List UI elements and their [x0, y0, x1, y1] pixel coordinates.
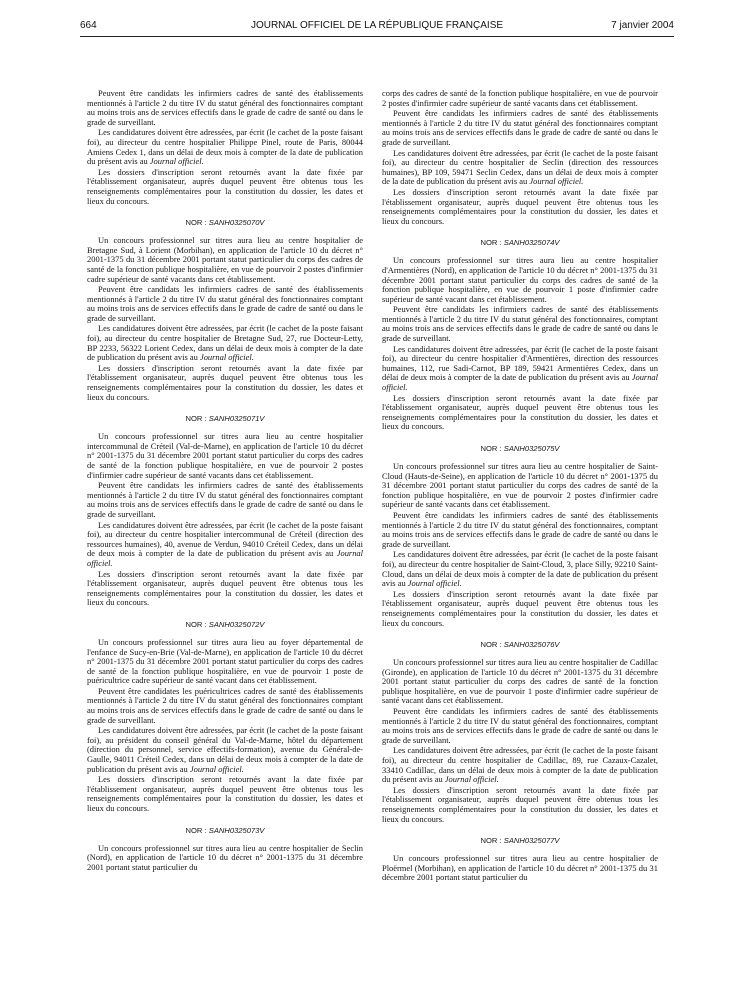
nor-reference: NOR : SANH0325074V	[480, 238, 560, 248]
nor-reference: NOR : SANH0325072V	[185, 619, 265, 629]
paragraph: Peuvent être candidats les infirmiers cadres de santé des établissements mentionnés à l'article 2 du titre IV du statut général des fonctionnaires, comptant au moins trois ans de services effectifs dans le grade de cadre de santé ou dans le grade de surveillant.	[382, 706, 658, 745]
paragraph: Un concours professionnel sur titres aura lieu au foyer départemental de l'enfance de Sucy-en-Brie (Val-de-Marne), en application de l'article 10 du décret n° 2001-1375 du 31 décembre 2001 portant statut particulier du corps des cadres de santé de la fonction publique hospitalière, en vue de pourvoir 1 poste de puéricultrice cadre supérieur de santé vacant dans cet établissement.	[87, 636, 363, 686]
paragraph: Les candidatures doivent être adressées, par écrit (le cachet de la poste faisant foi), au directeur du centre hospitalier de Bretagne Sud, 27, rue Docteur-Letty, BP 2233, 56322 Lorient Cedex, dans un délai de deux mois à compter de la date de publication du présent avis au Journal officiel.	[87, 323, 363, 363]
journal-reference: Journal officiel.	[529, 176, 584, 187]
nor-code: SANH0325076V	[503, 640, 560, 650]
paragraph: Les dossiers d'inscription seront retournés avant la date fixée par l'établissement organisateur, auprès duquel peuvent être obtenus tous les renseignements complémentaires pour la constitution du dossier, les dates et lieux du concours.	[87, 774, 363, 813]
nor-code: SANH0325075V	[503, 444, 560, 453]
paragraph: Un concours professionnel sur titres aura lieu au centre hospitalier de Saint-Cloud (Hauts-de-Seine), en application de l'article 10 du décret n° 2001-1375 du 31 décembre 2001 portant statut particulier du corps des cadres de santé de la fonction publique hospitalière, en vue de pourvoir 2 postes d'infirmier cadre supérieur de santé vacants dans cet établissement.	[382, 461, 658, 510]
paragraph: Les candidatures doivent être adressées, par écrit (le cachet de la poste faisant foi), au directeur du centre hospitalier d'Armentières, direction des ressources humaines, 112, rue Sadi-Carnot, BP 189, 59421 Armentières Cedex, dans un délai de deux mois à compter de la date de publication du présent avis au Journal officiel.	[382, 343, 658, 393]
journal-reference: Journal officiel.	[189, 763, 244, 774]
journal-reference: Journal officiel.	[87, 548, 363, 568]
nor-code: SANH0325072V	[208, 619, 265, 629]
journal-reference: Journal officiel.	[444, 774, 499, 785]
nor-reference: NOR : SANH0325076V	[480, 640, 560, 650]
nor-code: SANH0325071V	[208, 414, 265, 424]
left-column	[87, 89, 363, 873]
paragraph: Les candidatures doivent être adressées, par écrit (le cachet de la poste faisant foi), au directeur du centre hospitalier de Cadillac, 89, rue Cazaux-Cazalet, 33410 Cadillac, dans un délai de deux mois à compter de la date de publication du présent avis au Journal officiel.	[382, 745, 658, 785]
nor-code: SANH0325073V	[208, 825, 265, 835]
paragraph: Les dossiers d'inscription seront retournés avant la date fixée par l'établissement organisateur, auprès duquel peuvent être obtenus tous les renseignements complémentaires pour la constitution du dossier, les dates et lieux du concours.	[382, 392, 658, 432]
journal-reference: Journal officiel.	[149, 156, 204, 167]
issue-date: 7 janvier 2004	[611, 20, 674, 31]
paragraph: Peuvent être candidats les infirmiers cadres de santé des établissements mentionnés à l'article 2 du titre IV du statut général des fonctionnaires comptant au moins trois ans de services effectifs dans le grade de cadre de santé ou dans le grade de surveillant.	[87, 480, 363, 519]
nor-reference: NOR : SANH0325073V	[185, 825, 265, 835]
paragraph: Peuvent être candidats les infirmiers cadres de santé des établissements mentionnés à l'article 2 du titre IV du statut général des fonctionnaires, comptant au moins trois ans de services effectifs dans le grade de cadre de santé ou dans le grade de surveillant.	[382, 304, 658, 344]
paragraph: Peuvent être candidats les infirmiers cadres de santé des établissements mentionnés à l'article 2 du titre IV du statut général des fonctionnaires, comptant au moins trois ans de services effectifs dans le grade de cadre de santé ou dans le grade de surveillant.	[382, 509, 658, 549]
nor-code: SANH0325070V	[208, 218, 265, 228]
paragraph: Les dossiers d'inscription seront retournés avant la date fixée par l'établissement organisateur, auprès duquel peuvent être obtenus tous les renseignements complémentaires pour la constitution du dossier, les dates et lieux du concours.	[382, 186, 658, 226]
paragraph: Les candidatures doivent être adressées, par écrit (le cachet de la poste faisant foi), au directeur du centre hospitalier intercommunal de Créteil (direction des ressources humaines), 40, avenue de Verdun, 94010 Créteil Cedex, dans un délai de deux mois à compter de la date de publication du présent avis au Journal officiel.	[87, 519, 363, 568]
nor-code: SANH0325074V	[503, 238, 560, 248]
paragraph: Les candidatures doivent être adressées, par écrit (le cachet de la poste faisant foi), au directeur du centre hospitalier Philippe Pinel, route de Paris, 80044 Amiens Cedex 1, dans un délai de deux mois à compter de la date de publication du présent avis au Journal officiel.	[87, 127, 363, 167]
paragraph: Les candidatures doivent être adressées, par écrit (le cachet de la poste faisant foi), au directeur du centre hospitalier de Saint-Cloud, 3, place Silly, 92210 Saint-Cloud, dans un délai de deux mois à compter de la date de publication du présent avis au Journal officiel.	[382, 549, 658, 589]
page-number: 664	[80, 20, 97, 31]
paragraph: Les candidatures doivent être adressées, par écrit (le cachet de la poste faisant foi), au président du conseil général du Val-de-Marne, hôtel du département (direction du personnel, service effectifs-formation), avenue du Général-de-Gaulle, 94011 Créteil Cedex, dans un délai de deux mois à compter de la date de publication du présent avis au Journal officiel.	[87, 725, 363, 774]
paragraph: Un concours professionnel sur titres aura lieu au centre hospitalier de Bretagne Sud, à Lorient (Morbihan), en application de l'article 10 du décret n° 2001-1375 du 31 décembre 2001 portant statut particulier du corps des cadres de santé de la fonction publique hospitalière, en vue de pourvoir 2 postes d'infirmier cadre supérieur de santé vacants dans cet établissement.	[87, 235, 363, 284]
paragraph: Les dossiers d'inscription seront retournés avant la date fixée par l'établissement organisateur, auprès duquel peuvent être obtenus tous les renseignements complémentaires pour la constitution du dossier, les dates et lieux du concours.	[87, 166, 363, 206]
nor-reference: NOR : SANH0325070V	[185, 218, 265, 228]
header-rule	[80, 36, 674, 37]
paragraph: Les dossiers d'inscription seront retournés avant la date fixée par l'établissement organisateur, auprès duquel peuvent être obtenus tous les renseignements complémentaires pour la constitution du dossier, les dates et lieux du concours.	[87, 362, 363, 402]
paragraph: Un concours professionnel sur titres aura lieu au centre hospitalier de Seclin (Nord), en application de l'article 10 du décret n° 2001-1375 du 31 décembre 2001 portant statut particulier du	[87, 842, 363, 872]
nor-reference: NOR : SANH0325075V	[480, 444, 560, 453]
paragraph: Un concours professionnel sur titres aura lieu au centre hospitalier intercommunal de Créteil (Val-de-Marne), en application de l'article 10 du décret n° 2001-1375 du 31 décembre 2001 portant statut particulier du corps des cadres de santé de la fonction publique hospitalière, en vue de pourvoir 2 postes d'infirmier cadre supérieur de santé vacants dans cet établissement.	[87, 431, 363, 480]
right-column	[382, 89, 658, 884]
paragraph: corps des cadres de santé de la fonction publique hospitalière, en vue de pourvoir 2 postes d'infirmier cadre supérieur de santé vacants dans cet établissement.	[382, 88, 658, 108]
journal-reference: Journal officiel.	[407, 578, 462, 589]
nor-code: SANH0325077V	[503, 836, 560, 846]
nor-reference: NOR : SANH0325071V	[185, 414, 265, 424]
paragraph: Les dossiers d'inscription seront retournés avant la date fixée par l'établissement organisateur, auprès duquel peuvent être obtenus tous les renseignements complémentaires pour la constitution du dossier, les dates et lieux du concours.	[382, 588, 658, 628]
journal-reference: Journal officiel.	[382, 372, 658, 393]
paragraph: Peuvent être candidats les infirmiers cadres de santé des établissements mentionnés à l'article 2 du titre IV du statut général des fonctionnaires comptant au moins trois ans de services effectifs dans le grade de cadre de santé ou dans le grade de surveillant.	[87, 88, 363, 127]
paragraph: Les dossiers d'inscription seront retournés avant la date fixée par l'établissement organisateur, auprès duquel peuvent être obtenus tous les renseignements complémentaires pour la constitution du dossier, les dates et lieux du concours.	[87, 568, 363, 608]
journal-reference: Journal officiel.	[199, 352, 254, 363]
nor-reference: NOR : SANH0325077V	[480, 836, 560, 846]
paragraph: Les dossiers d'inscription seront retournés avant la date fixée par l'établissement organisateur, auprès duquel peuvent être obtenus tous les renseignements complémentaires pour la constitution du dossier, les dates et lieux du concours.	[382, 784, 658, 824]
paragraph: Un concours professionnel sur titres aura lieu au centre hospitalier de Ploërmel (Morbihan), en application de l'article 10 du décret n° 2001-1375 du 31 décembre 2001 portant statut particulier du	[382, 853, 658, 883]
paragraph: Les candidatures doivent être adressées, par écrit (le cachet de la poste faisant foi), au directeur du centre hospitalier de Seclin (direction des ressources humaines), BP 109, 59471 Seclin Cedex, dans un délai de deux mois à compter de la date de publication du présent avis au Journal officiel.	[382, 147, 658, 187]
page-header	[80, 20, 674, 34]
paragraph: Un concours professionnel sur titres aura lieu au centre hospitalier d'Armentières (Nord), en application de l'article 10 du décret n° 2001-1375 du 31 décembre 2001 portant statut particulier du corps des cadres de santé de la fonction publique hospitalière, en vue de pourvoir 1 poste d'infirmier cadre supérieur de santé vacant dans cet établissement.	[382, 255, 658, 304]
paragraph: Un concours professionnel sur titres aura lieu au centre hospitalier de Cadillac (Gironde), en application de l'article 10 du décret n° 2001-1375 du 31 décembre 2001 portant statut particulier du corps des cadres de santé de la fonction publique hospitalière, en vue de pourvoir 1 poste d'infirmier cadre supérieur de santé vacant dans cet établissement.	[382, 657, 658, 706]
paragraph: Peuvent être candidats les infirmiers cadres de santé des établissements mentionnés à l'article 2 du titre IV du statut général des fonctionnaires comptant au moins trois ans de services effectifs dans le grade de cadre de santé ou dans le grade de surveillant.	[87, 284, 363, 323]
paragraph: Peuvent être candidates les puéricultrices cadres de santé des établissements mentionnés à l'article 2 du titre IV du statut général des fonctionnaires comptant au moins trois ans de services effectifs dans le grade de cadre de santé ou dans le grade de surveillant.	[87, 685, 363, 725]
journal-title: JOURNAL OFFICIEL DE LA RÉPUBLIQUE FRANÇAISE	[250, 20, 504, 31]
paragraph: Peuvent être candidats les infirmiers cadres de santé des établissements mentionnés à l'article 2 du titre IV du statut général des fonctionnaires comptant au moins trois ans de services effectifs dans le grade de cadre de santé ou dans le grade de surveillant.	[382, 108, 658, 147]
